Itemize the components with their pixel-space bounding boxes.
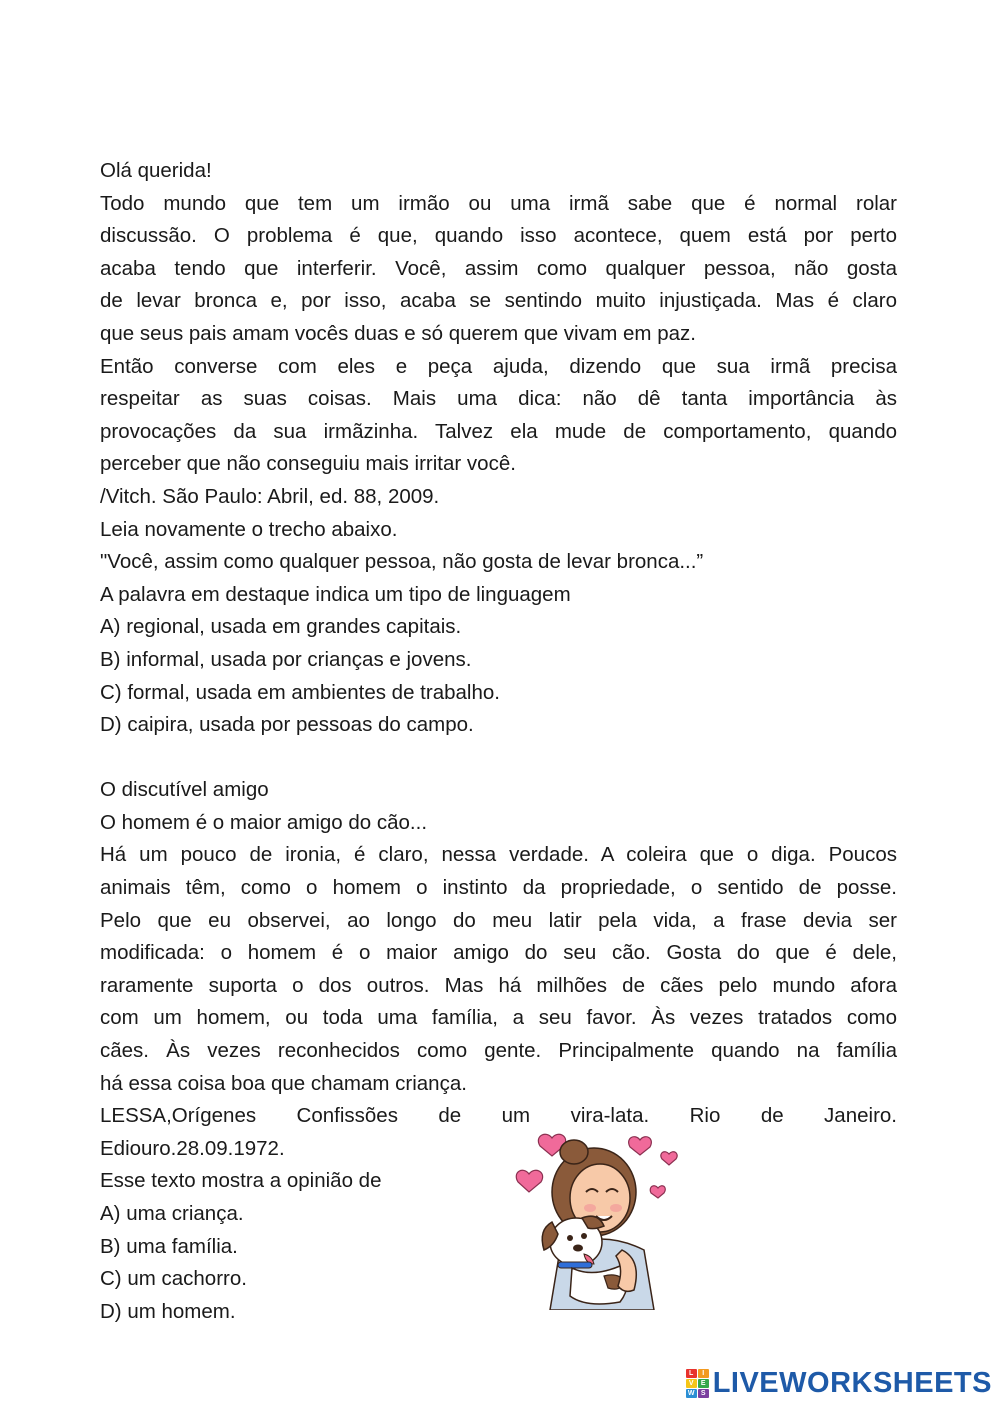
worksheet-body	[100, 155, 897, 1328]
text2-source-cont: Ediouro.28.09.1972.	[100, 1136, 285, 1160]
logo-text: LIVEWORKSHEETS	[712, 1366, 992, 1399]
text1-line: respeitar as suas coisas. Mais uma dica: não dê tanta importância às	[100, 387, 897, 411]
text2-line: animais têm, como o homem o instinto da propriedade, o sentido de posse.	[100, 876, 897, 900]
text1-line: acaba tendo que interferir. Você, assim como qualquer pessoa, não gosta	[100, 256, 897, 280]
heart-icon	[516, 1170, 542, 1192]
text1-line: discussão. O problema é que, quando isso acontece, quem está por perto	[100, 224, 897, 248]
heart-icon	[661, 1152, 677, 1165]
question1-prompt: A palavra em destaque indica um tipo de linguagem	[100, 582, 571, 606]
question2-option-d: D) um homem.	[100, 1299, 236, 1323]
text1-line: de levar bronca e, por isso, acaba se sentindo muito injustiçada. Mas é claro	[100, 289, 897, 313]
logo-mark	[686, 1369, 709, 1398]
logo-mark-letter: L	[686, 1369, 697, 1378]
text2-line: Há um pouco de ironia, é claro, nessa verdade. A coleira que o diga. Poucos	[100, 843, 897, 867]
heart-icon	[650, 1186, 665, 1198]
heart-icon	[629, 1137, 652, 1155]
question1-option-d: D) caipira, usada por pessoas do campo.	[100, 713, 474, 737]
text2-subtitle: O homem é o maior amigo do cão...	[100, 810, 428, 834]
question1-quote: "Você, assim como qualquer pessoa, não gosta de levar bronca...”	[100, 550, 704, 574]
question2-option-b: B) uma família.	[100, 1234, 238, 1258]
question1-instruction: Leia novamente o trecho abaixo.	[100, 517, 398, 541]
question2-prompt: Esse texto mostra a opinião de	[100, 1169, 382, 1193]
text1-line: que seus pais amam vocês duas e só querem que vivam em paz.	[100, 321, 696, 345]
text1-line: perceber que não conseguiu mais irritar você.	[100, 452, 516, 476]
text2-title: O discutível amigo	[100, 778, 269, 802]
text2-line: há essa coisa boa que chamam criança.	[100, 1071, 467, 1095]
text2-line: modificada: o homem é o maior amigo do seu cão. Gosta do que é dele,	[100, 941, 897, 965]
question1-option-b: B) informal, usada por crianças e jovens.	[100, 647, 472, 671]
text2-line: com um homem, ou toda uma família, a seu favor. Às vezes tratados como	[100, 1006, 897, 1030]
text1-line: Todo mundo que tem um irmão ou uma irmã sabe que é normal rolar	[100, 191, 897, 215]
text2-line: raramente suporta o dos outros. Mas há milhões de cães pelo mundo afora	[100, 973, 897, 997]
text2-line: cães. Às vezes reconhecidos como gente. Principalmente quando na família	[100, 1039, 897, 1063]
question1-option-c: C) formal, usada em ambientes de trabalho.	[100, 680, 500, 704]
logo-mark-letter: I	[698, 1369, 709, 1378]
logo-mark-letter: E	[698, 1379, 709, 1388]
question1-option-a: A) regional, usada em grandes capitais.	[100, 615, 462, 639]
text2-source: LESSA,Orígenes Confissões de um vira-lata. Rio de Janeiro.	[100, 1104, 897, 1128]
greeting: Olá querida!	[100, 159, 212, 182]
logo-mark-letter: S	[698, 1389, 709, 1398]
section-spacer	[100, 742, 897, 775]
question2-option-a: A) uma criança.	[100, 1202, 244, 1225]
girl-hugging-dog-illustration	[512, 1130, 692, 1310]
question2-option-c: C) um cachorro.	[100, 1267, 247, 1291]
text1-line: Então converse com eles e peça ajuda, dizendo que sua irmã precisa	[100, 354, 897, 378]
text2-line: Pelo que eu observei, ao longo do meu latir pela vida, a frase devia ser	[100, 908, 897, 932]
logo-mark-letter: V	[686, 1379, 697, 1388]
logo-mark-letter: W	[686, 1389, 697, 1398]
text1-source: /Vitch. São Paulo: Abril, ed. 88, 2009.	[100, 484, 440, 508]
text1-line: provocações da sua irmãzinha. Talvez ela mude de comportamento, quando	[100, 419, 897, 443]
liveworksheets-logo	[686, 1366, 992, 1400]
